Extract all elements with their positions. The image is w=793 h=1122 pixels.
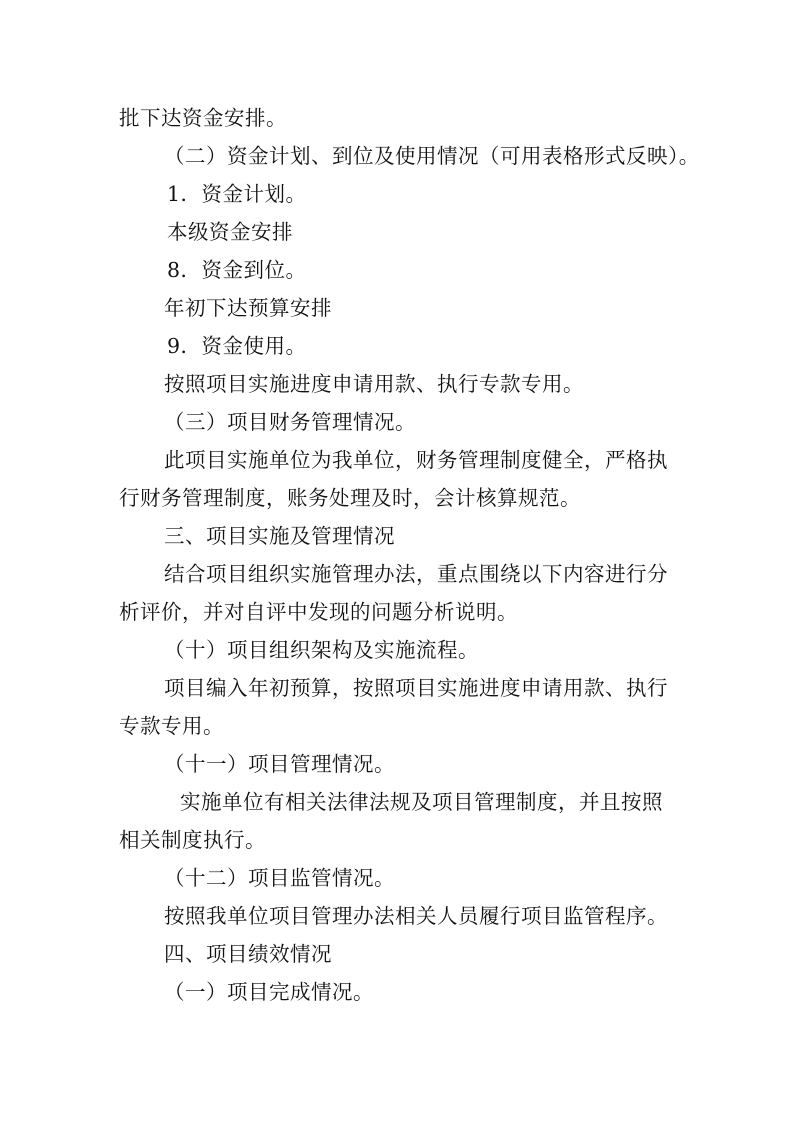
text-line-10: 此项目实施单位为我单位，财务管理制度健全，严格执 [164,448,668,472]
text-line-16: 项目编入年初预算，按照项目实施进度申请用款、执行 [164,676,668,700]
text-line-9: （三）项目财务管理情况。 [164,410,416,434]
text-line-6: 年初下达预算安排 [164,296,332,320]
text-line-17: 专款专用。 [119,714,224,738]
text-line-20: 相关制度执行。 [119,828,266,852]
text-line-18: （十一）项目管理情况。 [164,752,395,776]
text-line-5: 8．资金到位。 [167,258,307,282]
text-line-1: 批下达资金安排。 [119,106,287,130]
text-line-4: 本级资金安排 [167,220,293,244]
text-line-12: 三、项目实施及管理情况 [164,524,395,548]
text-line-2: （二）资金计划、到位及使用情况（可用表格形式反映）。 [164,144,700,168]
text-line-19: 实施单位有相关法律法规及项目管理制度，并且按照 [180,790,663,814]
text-line-7: 9．资金使用。 [167,334,307,358]
text-line-15: （十）项目组织架构及实施流程。 [164,638,479,662]
text-line-13: 结合项目组织实施管理办法，重点围绕以下内容进行分 [164,562,668,586]
text-line-21: （十二）项目监管情况。 [164,866,395,890]
text-line-3: 1．资金计划。 [167,182,307,206]
text-line-8: 按照项目实施进度申请用款、执行专款专用。 [164,372,584,396]
text-line-22: 按照我单位项目管理办法相关人员履行项目监管程序。 [164,904,668,928]
text-line-14: 析评价，并对自评中发现的问题分析说明。 [119,600,518,624]
text-line-23: 四、项目绩效情况 [164,942,332,966]
text-line-11: 行财务管理制度，账务处理及时，会计核算规范。 [119,486,581,510]
text-line-24: （一）项目完成情况。 [164,980,374,1004]
